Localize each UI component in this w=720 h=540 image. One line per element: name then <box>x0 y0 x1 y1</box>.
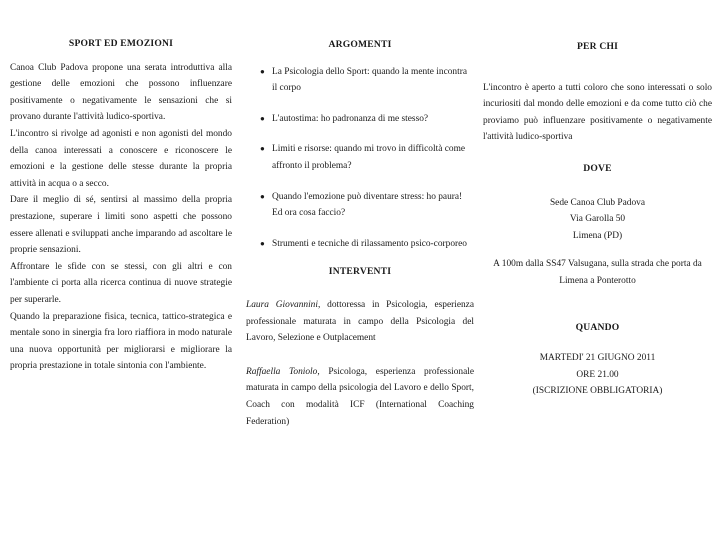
event-time: ORE 21.00 <box>576 369 619 380</box>
heading-argomenti: ARGOMENTI <box>328 39 392 50</box>
address-line: Via Garolla 50 <box>569 214 626 225</box>
date-time-block <box>483 350 712 400</box>
address-line: Limena (PD) <box>572 230 623 241</box>
paragraph: Canoa Club Padova propone una serata introduttiva alla gestione delle emozioni che possono influenzare positivamente o negativamente le sensazioni che si provano durante l'attività ludico-sportiva. <box>10 62 232 123</box>
heading-interventi: INTERVENTI <box>328 266 392 278</box>
directions-text: A 100m dalla SS47 Valsugana, sulla strada che porta da Limena a Ponterotto <box>493 259 702 286</box>
paragraph: Affrontare le sfide con se stessi, con gli altri e con l'ambiente ci porta alla ricerca continua di nuove strategie per superarle. <box>10 261 232 305</box>
heading-quando: QUANDO <box>575 321 620 333</box>
bullet-icon: ● <box>260 144 265 154</box>
paragraph: Dare il meglio di sé, sentirsi al massimo della propria prestazione, superare i limiti sono aspetti che possono essere allenati e sviluppati anche imparando ad ascoltare le proprie sensazioni. <box>10 195 232 256</box>
column-sport-ed-emozioni <box>10 36 232 375</box>
per-chi-text: L'incontro è aperto a tutti coloro che sono interessati o solo incuriositi dal mondo delle emozioni e da come tutto ciò che proviamo può influenzare positivamente o negativamente l'attività ludico-sportiva <box>483 82 712 143</box>
bullet-icon: ● <box>260 238 265 248</box>
event-date: MARTEDI' 21 GIUGNO 2011 <box>539 353 656 364</box>
bullet-icon: ● <box>260 66 265 76</box>
speaker-laura-giovannini: Laura Giovannini, dottoressa in Psicologia, esperienza professionale maturata in campo della Psicologia del Lavoro, Selezione e Outplacement <box>246 299 475 344</box>
topics-list <box>246 64 474 253</box>
address-line: Sede Canoa Club Padova <box>549 197 646 208</box>
intro-text <box>10 60 232 375</box>
list-item: ● Strumenti e tecniche di rilassamento psico-corporeo <box>260 236 474 253</box>
list-item: ● La Psicologia dello Sport: quando la mente incontra il corpo <box>260 64 474 97</box>
column-argomenti <box>246 36 474 430</box>
registration-note: (ISCRIZIONE OBBLIGATORIA) <box>532 386 663 397</box>
column-per-chi <box>483 36 712 400</box>
list-item: ● Limiti e risorse: quando mi trovo in difficoltà come affronto il problema? <box>260 141 474 174</box>
bullet-icon: ● <box>260 191 265 201</box>
speaker-raffaella-toniolo: Raffaella Toniolo, Psicologa, esperienza professionale maturata in campo della psicologia del Lavoro e dello Sport, Coach con modalità ICF (International Coaching Federation) <box>246 366 474 427</box>
paragraph: L'incontro si rivolge ad agonisti e non agonisti del mondo della canoa interessati a conoscere e riconoscere le emozioni e la gestione delle stesse durante la propria attività in acqua o a secco. <box>10 128 232 189</box>
list-item: ● Quando l'emozione può diventare stress: ho paura! Ed ora cosa faccio? <box>260 189 474 222</box>
heading-dove: DOVE <box>583 162 612 174</box>
heading-sport-ed-emozioni: SPORT ED EMOZIONI <box>68 38 174 49</box>
heading-per-chi: PER CHI <box>576 41 619 52</box>
list-item: ● L'autostima: ho padronanza di me stesso? <box>260 111 474 128</box>
address-block <box>483 195 712 245</box>
paragraph: Quando la preparazione fisica, tecnica, tattico-strategica e mentale sono in sinergia fra loro riaffiora in modo naturale una nuova opportunità per migliorarsi e migliorare la propria prestazione in totale sintonia con l'ambiente. <box>10 311 232 372</box>
bullet-icon: ● <box>260 113 265 123</box>
